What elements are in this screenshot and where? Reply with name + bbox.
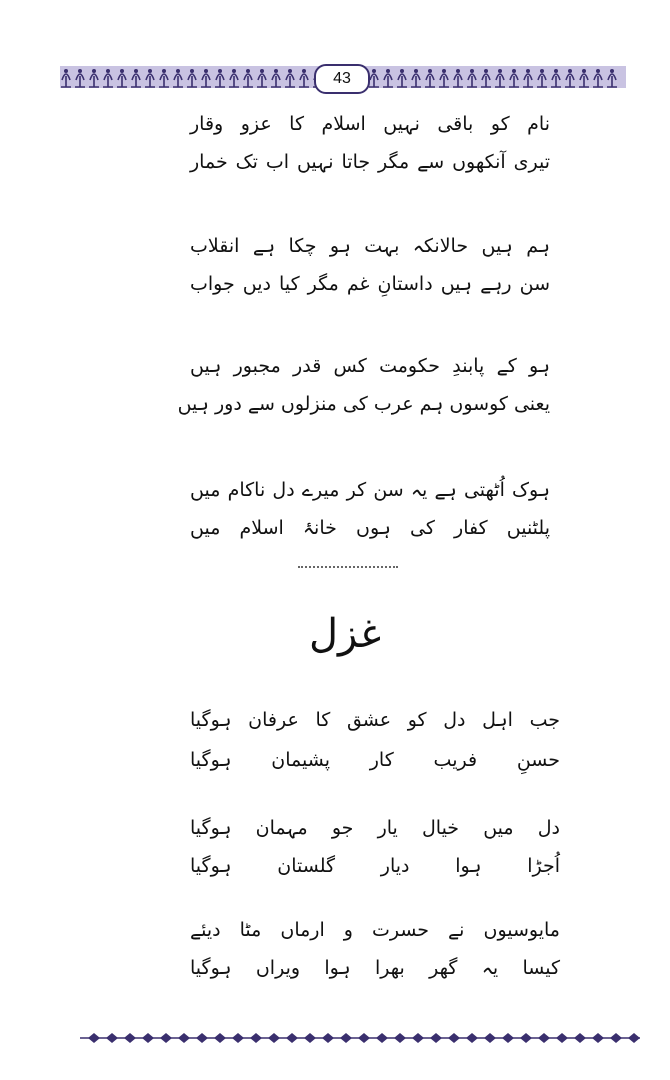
footer-diamond <box>88 1033 100 1043</box>
footer-diamond <box>448 1033 460 1043</box>
band-dot <box>246 69 250 73</box>
section-divider <box>298 566 398 568</box>
band-dot <box>176 69 180 73</box>
band-dot <box>442 69 446 73</box>
band-dot <box>204 69 208 73</box>
footer-diamond <box>358 1033 370 1043</box>
verse-line: سن رہے ہیں داستانِ غم مگر کیا دیں جواب <box>190 273 550 295</box>
footer-diamond <box>538 1033 550 1043</box>
footer-diamond <box>124 1033 136 1043</box>
verse-line: اُجڑا ہوا دیار گلستان ہوگیا <box>190 855 560 877</box>
footer-diamond <box>466 1033 478 1043</box>
band-dot <box>498 69 502 73</box>
ghazal-title: غزل <box>308 611 382 657</box>
band-dot <box>526 69 530 73</box>
footer-diamond <box>430 1033 442 1043</box>
band-dot <box>260 69 264 73</box>
footer-diamond <box>322 1033 334 1043</box>
footer-diamond <box>484 1033 496 1043</box>
footer-diamond <box>376 1033 388 1043</box>
band-dot <box>484 69 488 73</box>
band-dot <box>274 69 278 73</box>
band-dot <box>134 69 138 73</box>
verse-line: پلٹنیں کفار کی ہوں خانۂ اسلام میں <box>190 517 550 539</box>
verse-line: ہو کے پابندِ حکومت کس قدر مجبور ہیں <box>190 355 550 377</box>
footer-ornament <box>80 1030 640 1046</box>
band-dot <box>78 69 82 73</box>
page-number: 43 <box>314 64 370 94</box>
verse-line: مایوسیوں نے حسرت و ارماں مٹا دیئے <box>190 919 560 941</box>
band-dot <box>162 69 166 73</box>
footer-diamond <box>160 1033 172 1043</box>
band-dot <box>64 69 68 73</box>
footer-diamond <box>196 1033 208 1043</box>
footer-diamond <box>304 1033 316 1043</box>
footer-diamond <box>556 1033 568 1043</box>
footer-diamond <box>250 1033 262 1043</box>
band-dot <box>302 69 306 73</box>
verse-line: ہم ہیں حالانکہ بہت ہو چکا ہے انقلاب <box>190 235 550 257</box>
band-dot <box>106 69 110 73</box>
footer-diamond <box>412 1033 424 1043</box>
verse-line: کیسا یہ گھر بھرا ہوا ویراں ہوگیا <box>190 957 560 979</box>
footer-diamond <box>142 1033 154 1043</box>
band-dot <box>610 69 614 73</box>
band-dot <box>92 69 96 73</box>
footer-diamond <box>592 1033 604 1043</box>
footer-diamond <box>628 1033 640 1043</box>
verse-line: ہوک اُٹھتی ہے یہ سن کر میرے دل ناکام میں <box>190 479 550 501</box>
footer-diamond <box>394 1033 406 1043</box>
band-dot <box>540 69 544 73</box>
footer-diamond <box>286 1033 298 1043</box>
footer-diamond <box>520 1033 532 1043</box>
footer-diamond <box>268 1033 280 1043</box>
band-dot <box>512 69 516 73</box>
band-dot <box>568 69 572 73</box>
band-dot <box>582 69 586 73</box>
band-dot <box>414 69 418 73</box>
band-dot <box>218 69 222 73</box>
band-dot <box>232 69 236 73</box>
band-dot <box>456 69 460 73</box>
footer-diamond <box>574 1033 586 1043</box>
verse-line: تیری آنکھوں سے مگر جاتا نہیں اب تک خمار <box>190 151 550 173</box>
footer-diamond <box>106 1033 118 1043</box>
verse-line: حسنِ فریب کار پشیمان ہوگیا <box>190 749 560 771</box>
footer-diamond <box>232 1033 244 1043</box>
footer-diamond <box>502 1033 514 1043</box>
band-dot <box>288 69 292 73</box>
verse-line: نام کو باقی نہیں اسلام کا عزو وقار <box>190 113 550 135</box>
footer-diamond <box>610 1033 622 1043</box>
band-dot <box>120 69 124 73</box>
band-dot <box>400 69 404 73</box>
band-dot <box>190 69 194 73</box>
verse-line: یعنی کوسوں ہم عرب کی منزلوں سے دور ہیں <box>177 393 550 415</box>
band-dot <box>372 69 376 73</box>
band-dot <box>386 69 390 73</box>
band-dot <box>428 69 432 73</box>
band-dot <box>148 69 152 73</box>
verse-line: دل میں خیال یار جو مہمان ہوگیا <box>190 817 560 839</box>
footer-diamond <box>214 1033 226 1043</box>
band-dot <box>596 69 600 73</box>
verse-line: جب اہل دل کو عشق کا عرفان ہوگیا <box>190 709 560 731</box>
footer-diamond <box>178 1033 190 1043</box>
band-dot <box>554 69 558 73</box>
footer-diamond <box>340 1033 352 1043</box>
band-dot <box>470 69 474 73</box>
